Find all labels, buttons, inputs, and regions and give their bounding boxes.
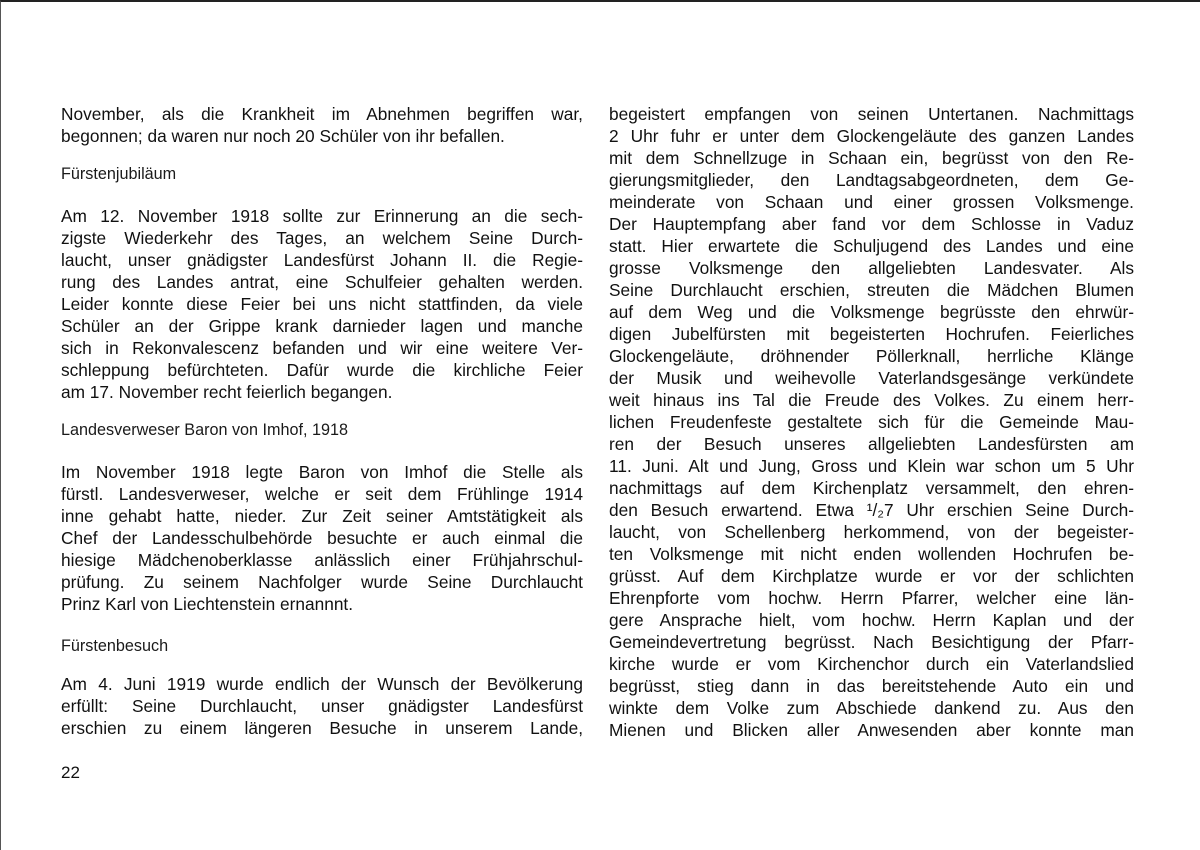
text-line: auf dem Weg und die Volksmenge begrüsste den ehrwür- [609,302,1134,322]
text-line: Chef der Landesschulbehörde besuchte er auch einmal die [61,528,583,548]
text-line: Im November 1918 legte Baron von Imhof die Stelle als [61,462,583,482]
text-line: begonnen; da waren nur noch 20 Schüler von ihr befallen. [61,126,505,146]
paragraph [61,461,583,615]
section-heading: Fürstenbesuch [61,637,169,655]
text-line: am 17. November recht feierlich begangen. [61,382,393,402]
text-line: den Besuch erwartend. Etwa ¹/₂7 Uhr erschien Seine Durch- [609,500,1134,520]
text-line: gere Ansprache hielt, vom hochw. Herrn Kaplan und der [609,610,1134,630]
text-line: Mienen und Blicken aller Anwesenden aber konnte man [609,720,1134,740]
text-line: inne gehabt hatte, nieder. Zur Zeit seiner Amtstätigkeit als [61,506,583,526]
paragraph [609,103,1134,741]
text-line: prüfung. Zu seinem Nachfolger wurde Seine Durchlaucht [61,572,583,592]
text-line: statt. Hier erwartete die Schuljugend des Landes und eine [609,236,1134,256]
text-line: schleppung befürchteten. Dafür wurde die kirchliche Feier [61,360,583,380]
text-line: November, als die Krankheit im Abnehmen begriffen war, [61,104,583,124]
text-line: begeistert empfangen von seinen Untertanen. Nachmittags [609,104,1134,124]
text-line: grüsst. Auf dem Kirchplatze wurde er vor der schlichten [609,566,1134,586]
text-line: fürstl. Landesverweser, welche er seit dem Frühlinge 1914 [61,484,583,504]
text-line: 2 Uhr fuhr er unter dem Glockengeläute des ganzen Landes [609,126,1134,146]
text-line: begrüsst, stieg dann in das bereitstehende Auto ein und [609,676,1134,696]
text-line: der Musik und weihevolle Vaterlandsgesänge verkündete [609,368,1134,388]
text-line: Seine Durchlaucht erschien, streuten die Mädchen Blumen [609,280,1134,300]
text-line: Der Hauptempfang aber fand vor dem Schlosse in Vaduz [609,214,1134,234]
text-line: erschien zu einem längeren Besuche in unserem Lande, [61,718,583,738]
text-line: grosse Volksmenge den allgeliebten Landesvater. Als [609,258,1134,278]
text-line: zigste Wiederkehr des Tages, an welchem Seine Durch- [61,228,583,248]
text-line: Am 4. Juni 1919 wurde endlich der Wunsch der Bevölkerung [61,674,583,694]
text-line: sich in Rekonvalescenz befanden und wir eine weitere Ver- [61,338,583,358]
paragraph [61,103,583,147]
text-line: digen Jubelfürsten mit begeisterten Hochrufen. Feierliches [609,324,1134,344]
text-line: erfüllt: Seine Durchlaucht, unser gnädigster Landesfürst [61,696,583,716]
text-line: nachmittags auf dem Kirchenplatz versammelt, den ehren- [609,478,1134,498]
text-line: Schüler an der Grippe krank darnieder lagen und manche [61,316,583,336]
section-heading: Landesverweser Baron von Imhof, 1918 [61,421,349,439]
text-line: Prinz Karl von Liechtenstein ernannnt. [61,594,354,614]
text-line: gierungsmitglieder, den Landtagsabgeordneten, dem Ge- [609,170,1134,190]
section-heading: Fürstenjubiläum [61,165,177,183]
text-line: 11. Juni. Alt und Jung, Gross und Klein war schon um 5 Uhr [609,456,1134,476]
text-line: ren der Besuch unseres allgeliebten Landesfürsten am [609,434,1134,454]
paragraph [61,205,583,403]
text-line: Am 12. November 1918 sollte zur Erinnerung an die sech- [61,206,583,226]
left-column [61,103,583,739]
text-line: weit hinaus ins Tal die Freude des Volkes. Zu einem herr- [609,390,1134,410]
text-line: mit dem Schnellzuge in Schaan ein, begrüsst von den Re- [609,148,1134,168]
text-line: laucht, unser gnädigster Landesfürst Johann II. die Regie- [61,250,583,270]
page-number: 22 [61,763,80,782]
text-line: ten Volksmenge mit nicht enden wollenden Hochrufen be- [609,544,1134,564]
text-line: laucht, von Schellenberg herkommend, von der begeister- [609,522,1134,542]
text-line: winkte dem Volke zum Abschiede dankend zu. Aus den [609,698,1134,718]
text-line: Ehrenpforte vom hochw. Herrn Pfarrer, welcher eine län- [609,588,1134,608]
text-line: hiesige Mädchenoberklasse anlässlich einer Frühjahrschul- [61,550,583,570]
text-line: meinderate von Schaan und einer grossen Volksmenge. [609,192,1134,212]
text-line: Gemeindevertretung begrüsst. Nach Besichtigung der Pfarr- [609,632,1134,652]
text-line: Leider konnte diese Feier bei uns nicht stattfinden, da viele [61,294,583,314]
text-line: lichen Freudenfeste gestaltete sich für die Gemeinde Mau- [609,412,1134,432]
text-line: rung des Landes antrat, eine Schulfeier gehalten werden. [61,272,583,292]
text-line: Glockengeläute, dröhnender Pöllerknall, herrliche Klänge [609,346,1134,366]
right-column [609,103,1134,741]
paragraph [61,673,583,739]
text-line: kirche wurde er vom Kirchenchor durch ein Vaterlandslied [609,654,1134,674]
